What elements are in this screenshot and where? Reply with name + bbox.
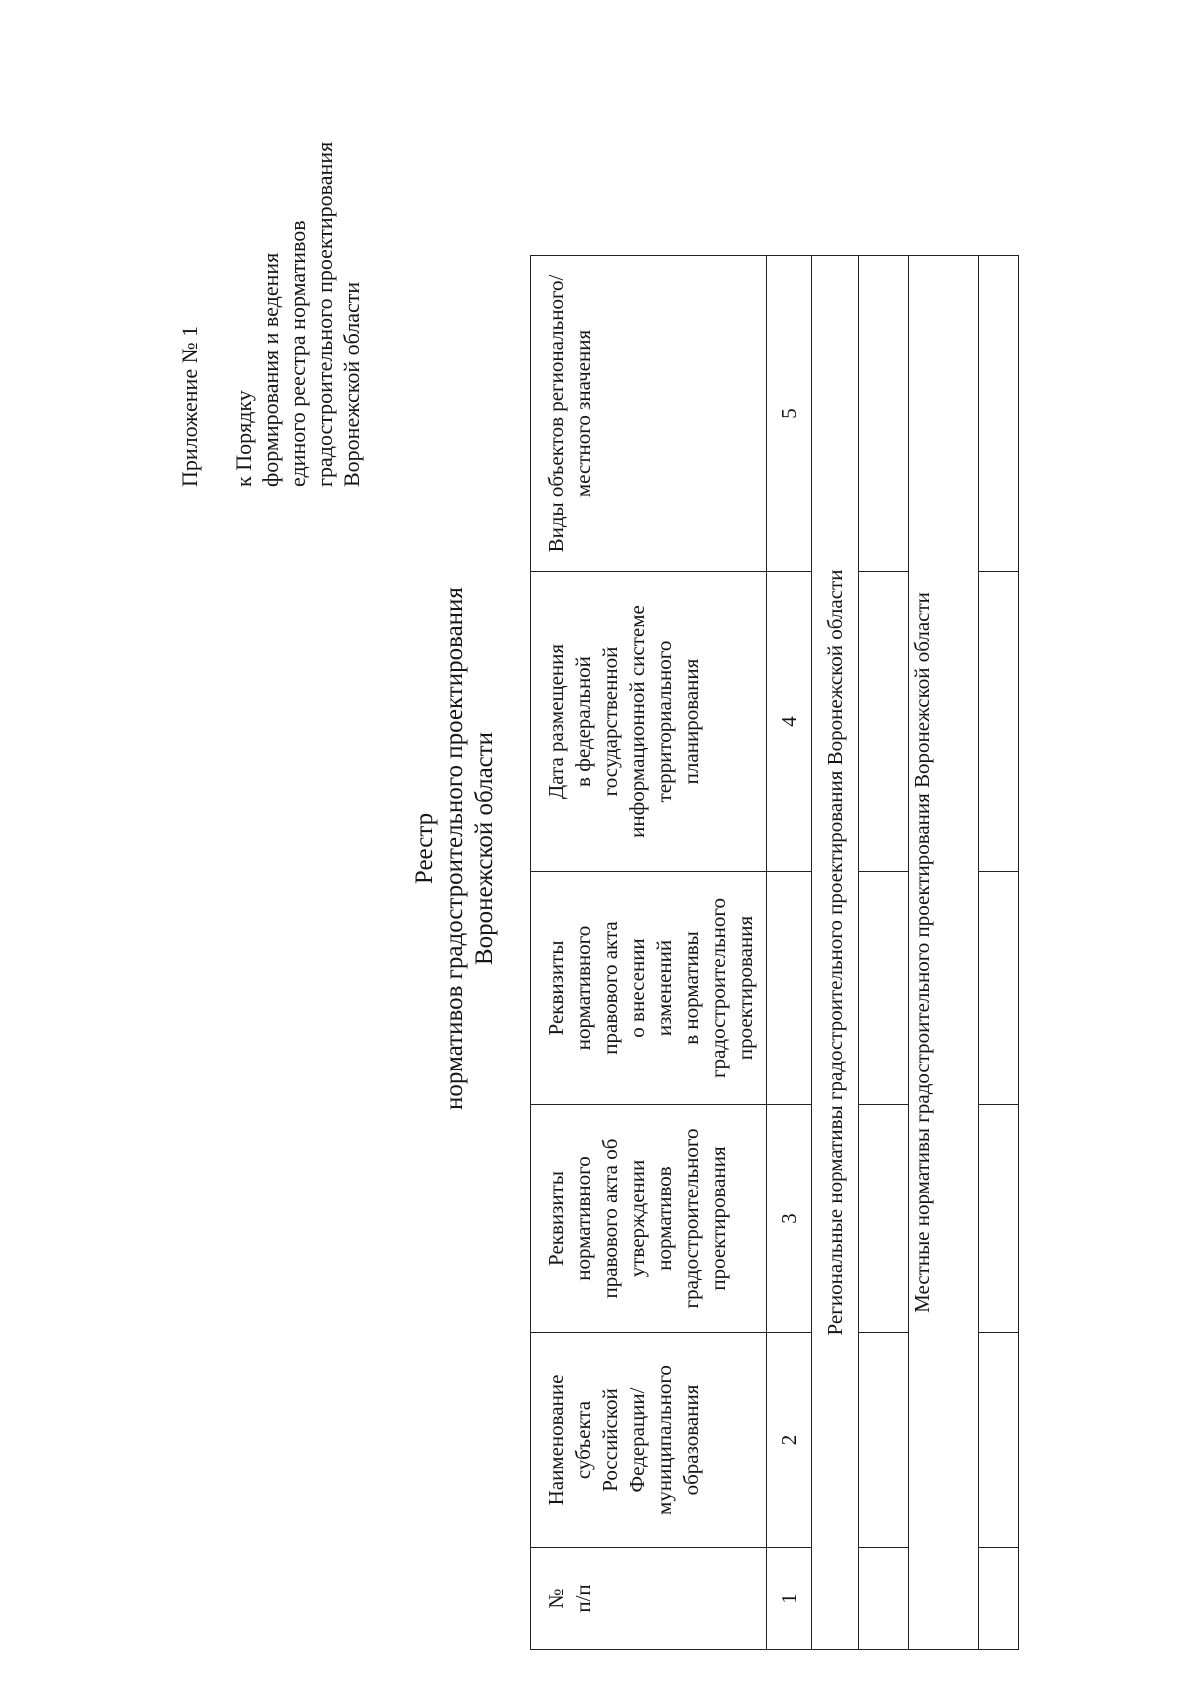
empty-cell: [859, 872, 909, 1105]
header-line: Виды объектов регионального/: [544, 274, 568, 553]
registry-table: [530, 255, 1019, 1650]
header-line: утверждении: [625, 1159, 649, 1278]
header-line: изменений: [652, 939, 676, 1037]
header-line: образования: [679, 1384, 703, 1496]
header-cell-amendment-act: [531, 872, 767, 1105]
empty-cell: [979, 256, 1019, 572]
header-row: [531, 256, 767, 1650]
header-line: Федерации/: [625, 1387, 649, 1493]
header-line: местного значения: [571, 329, 595, 498]
appendix-line: Воронежской области: [339, 281, 364, 487]
header-line: в федеральной: [571, 656, 595, 787]
empty-cell: [859, 256, 909, 572]
column-number-cell: 5: [767, 256, 812, 572]
header-cell-approval-act: [531, 1105, 767, 1333]
appendix-block: [176, 27, 365, 487]
title-line: Реестр: [411, 812, 438, 885]
empty-cell: [859, 1333, 909, 1548]
empty-cell: [859, 1105, 909, 1333]
document-title: [410, 0, 500, 1697]
header-line: правового акта об: [598, 1138, 622, 1299]
empty-cell: [859, 572, 909, 872]
header-line: Российской: [598, 1388, 622, 1492]
appendix-line: градостроительного проектирования: [312, 141, 337, 487]
title-line: нормативов градостроительного проектирования: [441, 587, 468, 1110]
header-line: Дата размещения: [544, 643, 568, 800]
header-line: проектирования: [706, 1146, 730, 1291]
column-number-row: [767, 256, 812, 1650]
empty-cell: [979, 1333, 1019, 1548]
header-line: планирования: [679, 658, 703, 785]
header-line: п/п: [571, 1584, 595, 1613]
header-line: муниципального: [652, 1365, 676, 1515]
table-row: [859, 256, 909, 1650]
header-line: №: [544, 1588, 568, 1609]
column-number-cell: 2: [767, 1333, 812, 1548]
appendix-label: Приложение № 1: [177, 325, 202, 487]
header-line: о внесении: [625, 938, 649, 1038]
section-title-local: Местные нормативы градостроительного проектирования Воронежской области: [909, 256, 979, 1650]
empty-cell: [979, 1105, 1019, 1333]
appendix-line: к Порядку: [231, 390, 256, 487]
header-line: нормативного: [571, 925, 595, 1051]
empty-cell: [979, 572, 1019, 872]
header-line: правового акта: [598, 921, 622, 1055]
empty-cell: [859, 1548, 909, 1650]
column-number-cell: 1: [767, 1548, 812, 1650]
section-row-regional: [812, 256, 859, 1650]
header-line: информационной системе: [625, 605, 649, 838]
header-cell-number: [531, 1548, 767, 1650]
appendix-line: формирования и ведения: [258, 252, 283, 487]
header-line: нормативов: [652, 1166, 676, 1271]
header-line: градостроительного: [679, 1128, 703, 1309]
header-line: в нормативы: [679, 931, 703, 1045]
empty-cell: [767, 872, 812, 1105]
appendix-line: единого реестра нормативов: [285, 220, 310, 487]
section-row-local: [909, 256, 979, 1650]
header-line: нормативного: [571, 1156, 595, 1281]
header-line: Реквизиты: [544, 1171, 568, 1266]
table-row: [979, 256, 1019, 1650]
header-line: Наименование: [544, 1374, 568, 1506]
empty-cell: [979, 1548, 1019, 1650]
header-line: государственной: [598, 646, 622, 797]
title-line: Воронежской области: [471, 731, 498, 966]
header-cell-subject-name: [531, 1333, 767, 1548]
header-line: территориального: [652, 640, 676, 803]
header-cell-fgis-date: [531, 572, 767, 872]
column-number-cell: 3: [767, 1105, 812, 1333]
header-line: проектирования: [733, 915, 757, 1061]
section-title-regional: Региональные нормативы градостроительного проектирования Воронежской области: [812, 256, 859, 1650]
empty-cell: [979, 872, 1019, 1105]
header-line: субъекта: [571, 1400, 595, 1480]
column-number-cell: 4: [767, 572, 812, 872]
header-cell-object-types: [531, 256, 767, 572]
header-line: градостроительного: [706, 897, 730, 1079]
header-line: Реквизиты: [544, 940, 568, 1036]
